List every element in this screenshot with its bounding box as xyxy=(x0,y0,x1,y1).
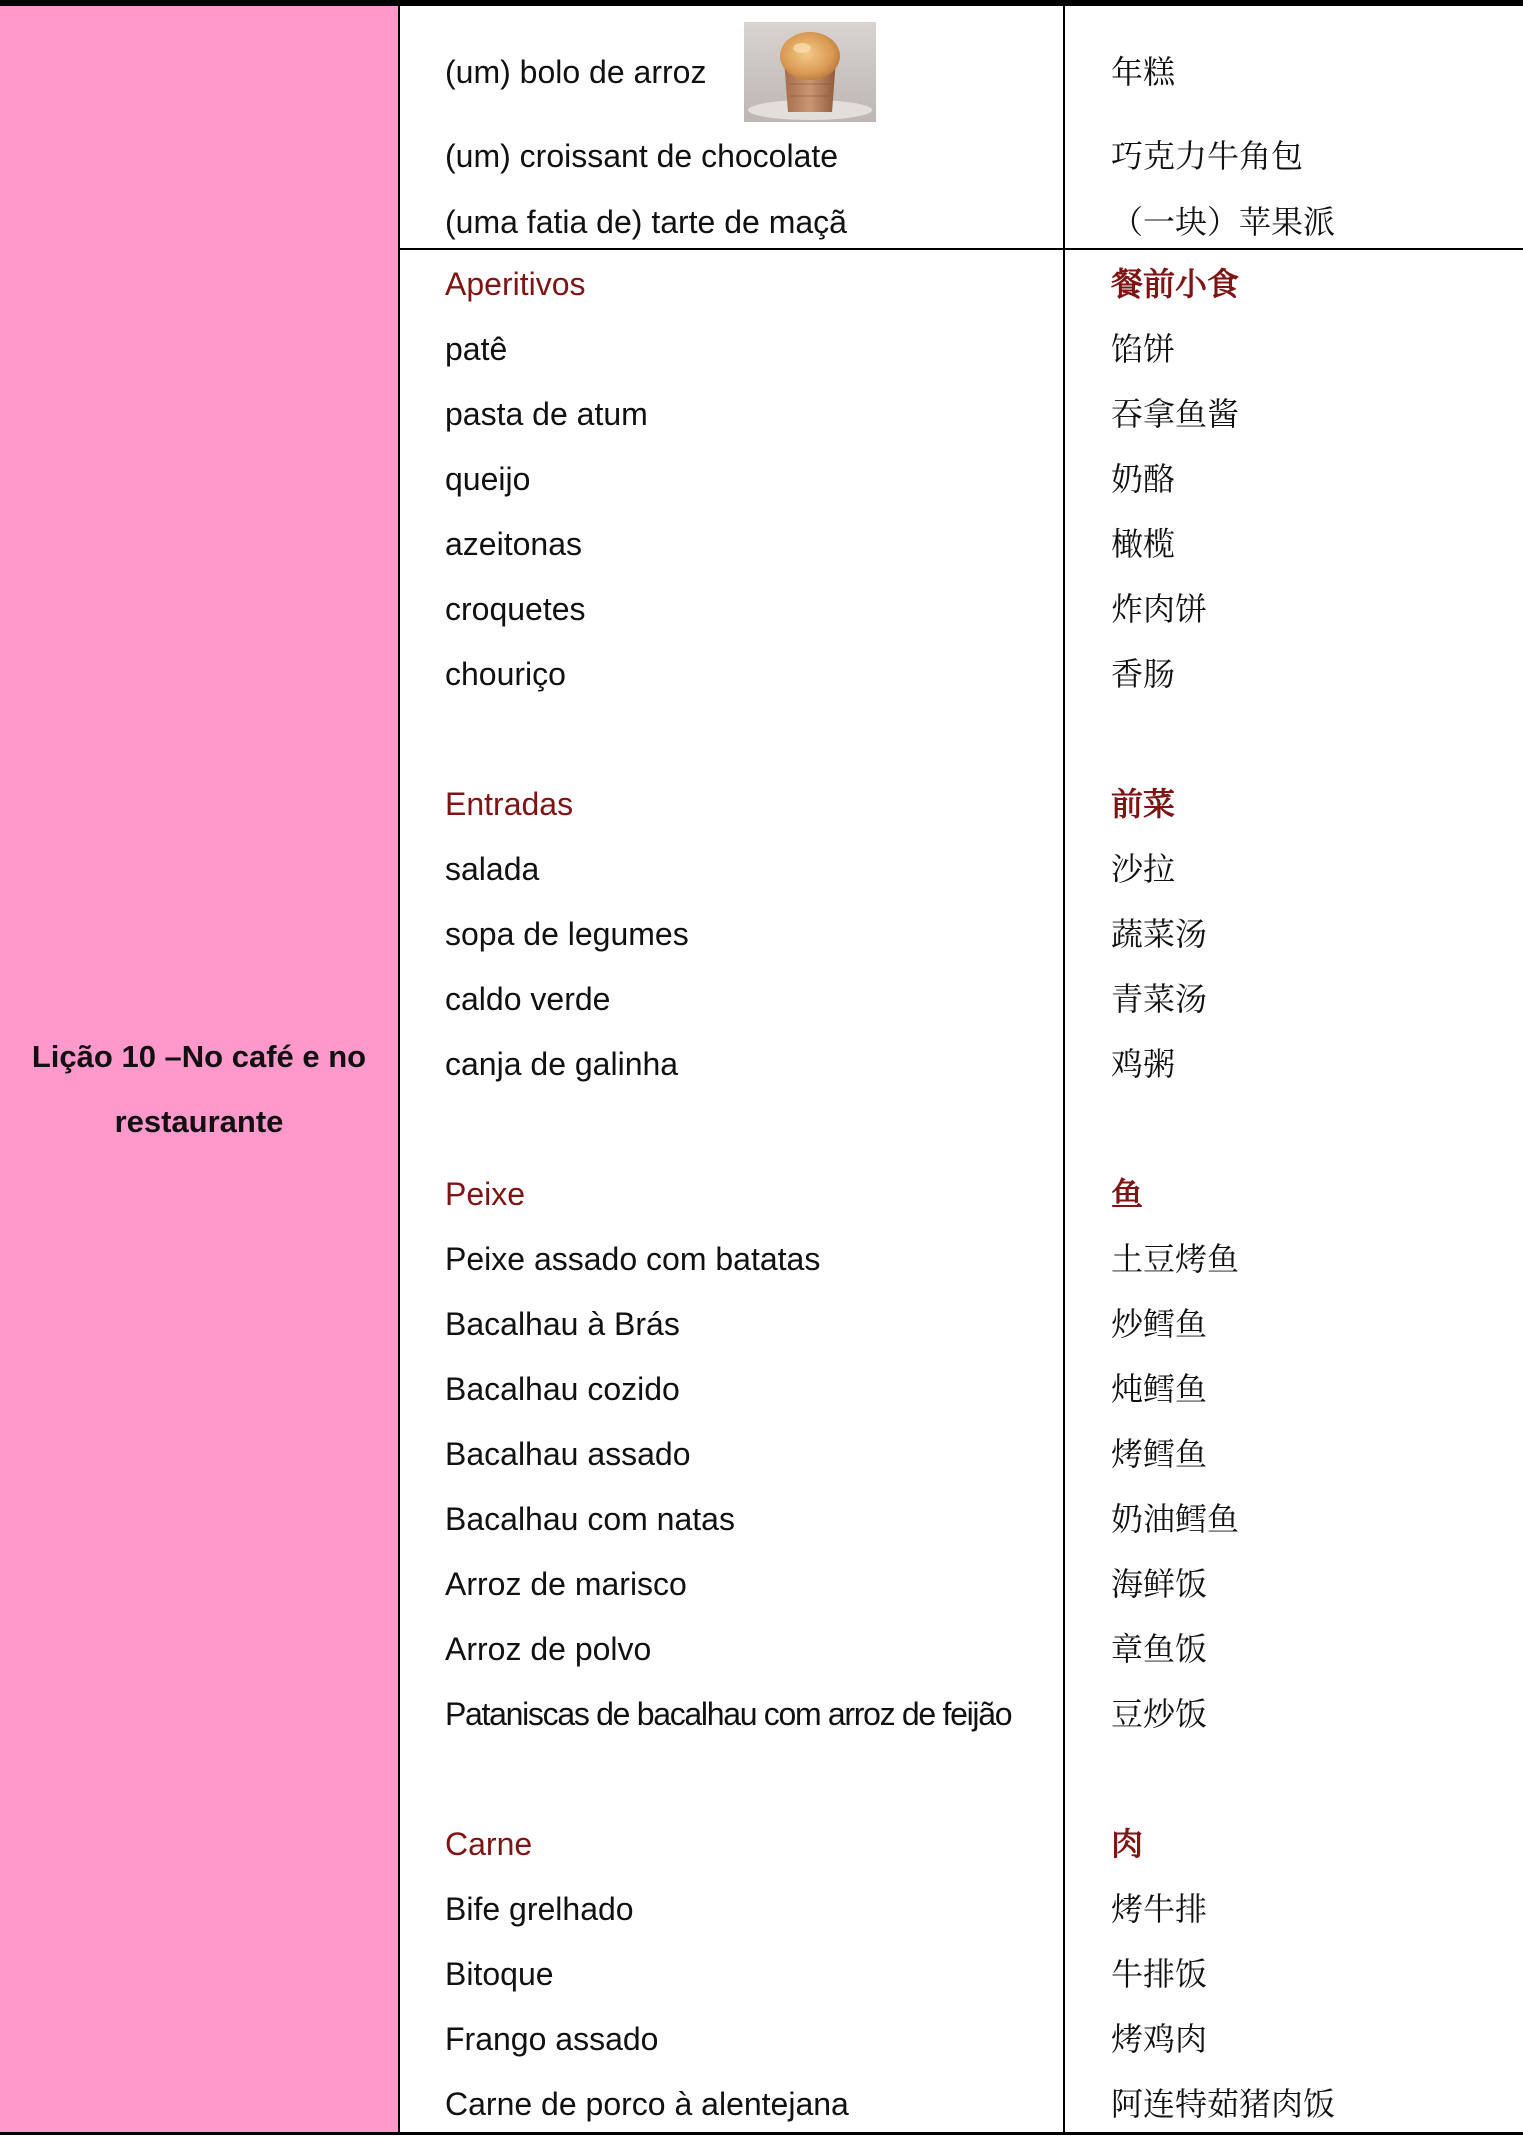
section-heading-1-pt: Entradas xyxy=(445,786,574,822)
menu-item-pt: chouriço xyxy=(445,656,566,692)
menu-item-zh: 馅饼 xyxy=(1111,330,1176,368)
section-heading-3-pt: Carne xyxy=(445,1826,533,1862)
menu-item-pt: Carne de porco à alentejana xyxy=(445,2086,849,2122)
row-divider xyxy=(398,248,1523,250)
top-item-2-zh: （一块）苹果派 xyxy=(1111,203,1336,241)
menu-item-zh: 豆炒饭 xyxy=(1111,1695,1208,1733)
top-item-1-pt: (um) croissant de chocolate xyxy=(445,138,839,174)
menu-item-pt: caldo verde xyxy=(445,981,611,1017)
menu-item-pt: croquetes xyxy=(445,591,586,627)
section-heading-2-zh: 鱼 xyxy=(1111,1175,1144,1213)
menu-item-zh: 香肠 xyxy=(1111,655,1176,693)
menu-item-zh: 沙拉 xyxy=(1111,850,1176,888)
lesson-title: Lição 10 –No café e no restaurante xyxy=(31,1039,367,1139)
menu-item-pt: Pataniscas de bacalhau com arroz de feijão xyxy=(445,1696,1012,1732)
menu-item-pt: Bacalhau com natas xyxy=(445,1501,735,1537)
menu-item-zh: 蔬菜汤 xyxy=(1111,915,1208,953)
menu-item-pt: queijo xyxy=(445,461,531,497)
menu-item-pt: Frango assado xyxy=(445,2021,659,2057)
menu-item-pt: salada xyxy=(445,851,540,887)
section-heading-1-zh: 前菜 xyxy=(1111,785,1176,823)
menu-item-zh: 牛排饭 xyxy=(1111,1955,1208,1993)
menu-item-zh: 烤牛排 xyxy=(1111,1890,1208,1928)
table-bottom-border xyxy=(0,2132,1523,2135)
menu-item-zh: 吞拿鱼酱 xyxy=(1111,395,1240,433)
menu-item-zh: 鸡粥 xyxy=(1111,1045,1176,1083)
section-heading-3-zh: 肉 xyxy=(1111,1825,1144,1863)
column-divider-left xyxy=(398,6,400,2132)
menu-item-zh: 海鲜饭 xyxy=(1111,1565,1208,1603)
menu-item-pt: Bacalhau cozido xyxy=(445,1371,680,1407)
section-heading-2-pt: Peixe xyxy=(445,1176,526,1212)
menu-item-pt: Arroz de polvo xyxy=(445,1631,652,1667)
section-heading-0-pt: Aperitivos xyxy=(445,266,586,302)
column-divider-right xyxy=(1063,6,1065,2132)
top-item-0-pt: (um) bolo de arroz xyxy=(445,54,707,90)
menu-item-zh: 炖鳕鱼 xyxy=(1111,1370,1208,1408)
menu-item-zh: 阿连特茹猪肉饭 xyxy=(1111,2085,1336,2123)
menu-item-pt: Bacalhau assado xyxy=(445,1436,691,1472)
menu-item-zh: 炸肉饼 xyxy=(1111,590,1208,628)
menu-item-pt: Arroz de marisco xyxy=(445,1566,687,1602)
menu-item-pt: Peixe assado com batatas xyxy=(445,1241,821,1277)
menu-item-pt: patê xyxy=(445,331,508,367)
menu-item-pt: canja de galinha xyxy=(445,1046,679,1082)
lesson-cell xyxy=(0,6,398,2132)
cupcake-photo xyxy=(744,22,876,122)
menu-item-zh: 炒鳕鱼 xyxy=(1111,1305,1208,1343)
menu-item-zh: 奶油鳕鱼 xyxy=(1111,1500,1240,1538)
top-item-1-zh: 巧克力牛角包 xyxy=(1111,137,1304,175)
menu-item-pt: azeitonas xyxy=(445,526,582,562)
menu-item-zh: 土豆烤鱼 xyxy=(1111,1240,1240,1278)
menu-item-zh: 奶酪 xyxy=(1111,460,1176,498)
section-heading-0-zh: 餐前小食 xyxy=(1111,265,1240,303)
menu-item-pt: Bitoque xyxy=(445,1956,554,1992)
menu-item-zh: 橄榄 xyxy=(1111,525,1176,563)
menu-item-pt: Bife grelhado xyxy=(445,1891,634,1927)
top-item-0-zh: 年糕 xyxy=(1111,53,1176,91)
menu-item-zh: 烤鸡肉 xyxy=(1111,2020,1208,2058)
menu-item-pt: Bacalhau à Brás xyxy=(445,1306,680,1342)
top-item-2-pt: (uma fatia de) tarte de maçã xyxy=(445,204,847,240)
menu-item-pt: sopa de legumes xyxy=(445,916,689,952)
menu-item-zh: 章鱼饭 xyxy=(1111,1630,1208,1668)
menu-item-zh: 青菜汤 xyxy=(1111,980,1208,1018)
menu-item-zh: 烤鳕鱼 xyxy=(1111,1435,1208,1473)
menu-item-pt: pasta de atum xyxy=(445,396,648,432)
